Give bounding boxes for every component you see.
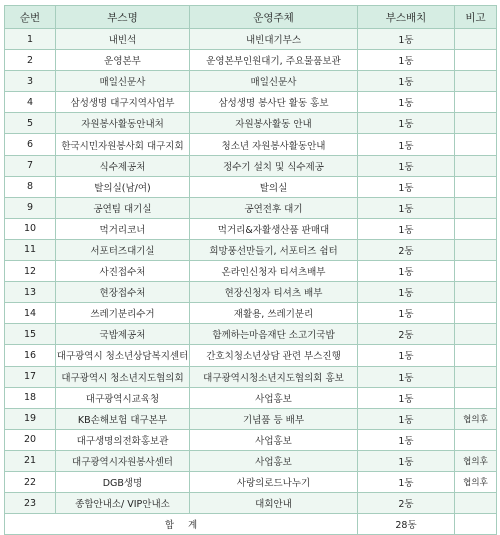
cell-count: 1동 <box>358 282 455 303</box>
header-booth: 부스명 <box>56 6 190 29</box>
cell-no: 8 <box>5 176 56 197</box>
booth-table <box>4 5 497 535</box>
cell-note <box>455 92 497 113</box>
cell-no: 19 <box>5 408 56 429</box>
cell-operator: 함께하는마음재단 소고기국밥 <box>190 324 358 345</box>
cell-note <box>455 324 497 345</box>
cell-operator: 현장신청자 티셔츠 배부 <box>190 282 358 303</box>
cell-operator: 간호치청소년상담 관련 부스진행 <box>190 345 358 366</box>
cell-booth: DGB생명 <box>56 471 190 492</box>
cell-note: 협의후 <box>455 408 497 429</box>
table-row <box>5 324 497 345</box>
cell-no: 15 <box>5 324 56 345</box>
table-row <box>5 113 497 134</box>
cell-booth: 국밥제공처 <box>56 324 190 345</box>
cell-no: 1 <box>5 29 56 50</box>
table-row <box>5 493 497 514</box>
cell-no: 3 <box>5 71 56 92</box>
cell-note <box>455 261 497 282</box>
cell-note <box>455 366 497 387</box>
cell-operator: 대회안내 <box>190 493 358 514</box>
cell-operator: 희망풍선만들기, 서포터즈 쉼터 <box>190 239 358 260</box>
cell-note <box>455 197 497 218</box>
cell-no: 23 <box>5 493 56 514</box>
cell-operator: 기념품 등 배부 <box>190 408 358 429</box>
cell-booth: 내빈석 <box>56 29 190 50</box>
cell-operator: 사랑의로드나누기 <box>190 471 358 492</box>
cell-operator: 정수기 설치 및 식수제공 <box>190 155 358 176</box>
cell-count: 1동 <box>358 261 455 282</box>
cell-count: 1동 <box>358 155 455 176</box>
table-row <box>5 366 497 387</box>
cell-no: 20 <box>5 429 56 450</box>
cell-no: 5 <box>5 113 56 134</box>
table-row <box>5 197 497 218</box>
table-row <box>5 303 497 324</box>
cell-count: 1동 <box>358 113 455 134</box>
cell-operator: 사업홍보 <box>190 450 358 471</box>
table-row <box>5 155 497 176</box>
cell-operator: 사업홍보 <box>190 387 358 408</box>
total-note <box>455 514 497 535</box>
cell-operator: 탈의실 <box>190 176 358 197</box>
total-label <box>5 514 358 535</box>
cell-note <box>455 176 497 197</box>
cell-no: 4 <box>5 92 56 113</box>
cell-no: 21 <box>5 450 56 471</box>
cell-operator: 매일신문사 <box>190 71 358 92</box>
cell-operator: 온라인신청자 티셔츠배부 <box>190 261 358 282</box>
cell-booth: 매일신문사 <box>56 71 190 92</box>
cell-operator: 삼성생명 봉사단 활동 홍보 <box>190 92 358 113</box>
cell-count: 1동 <box>358 408 455 429</box>
cell-booth: 대구광역시자원봉사센터 <box>56 450 190 471</box>
cell-note <box>455 50 497 71</box>
cell-count: 1동 <box>358 366 455 387</box>
total-count: 28동 <box>358 514 455 535</box>
cell-no: 16 <box>5 345 56 366</box>
table-row <box>5 387 497 408</box>
table-body <box>5 29 497 535</box>
cell-operator: 먹거리&자활생산품 판매대 <box>190 218 358 239</box>
cell-operator: 자원봉사활동 안내 <box>190 113 358 134</box>
cell-booth: 탈의실(남/여) <box>56 176 190 197</box>
cell-booth: 대구생명의전화홍보관 <box>56 429 190 450</box>
cell-note <box>455 71 497 92</box>
cell-booth: 대구광역시교육청 <box>56 387 190 408</box>
cell-operator: 운영본부인원대기, 주요물품보관 <box>190 50 358 71</box>
cell-count: 1동 <box>358 387 455 408</box>
cell-note: 협의후 <box>455 450 497 471</box>
cell-no: 11 <box>5 239 56 260</box>
cell-booth: 서포터즈대기실 <box>56 239 190 260</box>
cell-count: 1동 <box>358 92 455 113</box>
cell-count: 1동 <box>358 197 455 218</box>
table-row <box>5 50 497 71</box>
cell-no: 6 <box>5 134 56 155</box>
total-row <box>5 514 497 535</box>
table-row <box>5 345 497 366</box>
cell-booth: 쓰레기분리수거 <box>56 303 190 324</box>
cell-note <box>455 429 497 450</box>
cell-note <box>455 29 497 50</box>
cell-note <box>455 493 497 514</box>
cell-operator: 대구광역시청소년지도협의회 홍보 <box>190 366 358 387</box>
cell-no: 14 <box>5 303 56 324</box>
header-count: 부스배치 <box>358 6 455 29</box>
header-no: 순번 <box>5 6 56 29</box>
table-row <box>5 29 497 50</box>
cell-booth: 대구광역시 청소년상담복지센터 <box>56 345 190 366</box>
cell-count: 1동 <box>358 50 455 71</box>
cell-booth: 한국시민자원봉사회 대구지회 <box>56 134 190 155</box>
cell-note <box>455 345 497 366</box>
cell-no: 7 <box>5 155 56 176</box>
table-row <box>5 282 497 303</box>
cell-no: 13 <box>5 282 56 303</box>
cell-note: 협의후 <box>455 471 497 492</box>
cell-booth: 사진접수처 <box>56 261 190 282</box>
table-row <box>5 429 497 450</box>
cell-count: 2동 <box>358 493 455 514</box>
cell-count: 1동 <box>358 218 455 239</box>
header-operator: 운영주체 <box>190 6 358 29</box>
table-row <box>5 408 497 429</box>
cell-note <box>455 113 497 134</box>
cell-count: 1동 <box>358 134 455 155</box>
cell-operator: 사업홍보 <box>190 429 358 450</box>
cell-count: 1동 <box>358 29 455 50</box>
cell-count: 1동 <box>358 176 455 197</box>
cell-operator: 청소년 자원봉사활동안내 <box>190 134 358 155</box>
cell-note <box>455 282 497 303</box>
cell-operator: 재활용, 쓰레기분리 <box>190 303 358 324</box>
table-row <box>5 71 497 92</box>
cell-booth: KB손해보험 대구본부 <box>56 408 190 429</box>
booth-table-wrapper <box>4 5 496 535</box>
cell-booth: 종합안내소/ VIP안내소 <box>56 493 190 514</box>
total-label-text: 합계 <box>164 520 212 532</box>
cell-no: 12 <box>5 261 56 282</box>
cell-note <box>455 155 497 176</box>
cell-count: 2동 <box>358 324 455 345</box>
cell-count: 2동 <box>358 239 455 260</box>
cell-booth: 자원봉사활동안내처 <box>56 113 190 134</box>
cell-count: 1동 <box>358 71 455 92</box>
cell-note <box>455 387 497 408</box>
cell-count: 1동 <box>358 345 455 366</box>
cell-operator: 공연전후 대기 <box>190 197 358 218</box>
cell-booth: 식수제공처 <box>56 155 190 176</box>
cell-booth: 운영본부 <box>56 50 190 71</box>
cell-note <box>455 218 497 239</box>
header-note: 비고 <box>455 6 497 29</box>
cell-no: 2 <box>5 50 56 71</box>
table-row <box>5 134 497 155</box>
table-row <box>5 471 497 492</box>
cell-booth: 현장접수처 <box>56 282 190 303</box>
cell-count: 1동 <box>358 471 455 492</box>
cell-booth: 먹거리코너 <box>56 218 190 239</box>
table-row <box>5 261 497 282</box>
table-row <box>5 218 497 239</box>
cell-note <box>455 303 497 324</box>
cell-count: 1동 <box>358 450 455 471</box>
cell-no: 9 <box>5 197 56 218</box>
table-row <box>5 450 497 471</box>
cell-no: 17 <box>5 366 56 387</box>
table-row <box>5 176 497 197</box>
cell-booth: 삼성생명 대구지역사업부 <box>56 92 190 113</box>
cell-note <box>455 239 497 260</box>
cell-booth: 대구광역시 청소년지도협의회 <box>56 366 190 387</box>
cell-booth: 공연팀 대기실 <box>56 197 190 218</box>
cell-count: 1동 <box>358 303 455 324</box>
cell-operator: 내빈대기부스 <box>190 29 358 50</box>
table-row <box>5 239 497 260</box>
cell-no: 10 <box>5 218 56 239</box>
cell-note <box>455 134 497 155</box>
cell-no: 22 <box>5 471 56 492</box>
cell-count: 1동 <box>358 429 455 450</box>
table-row <box>5 92 497 113</box>
header-row <box>5 6 497 29</box>
cell-no: 18 <box>5 387 56 408</box>
